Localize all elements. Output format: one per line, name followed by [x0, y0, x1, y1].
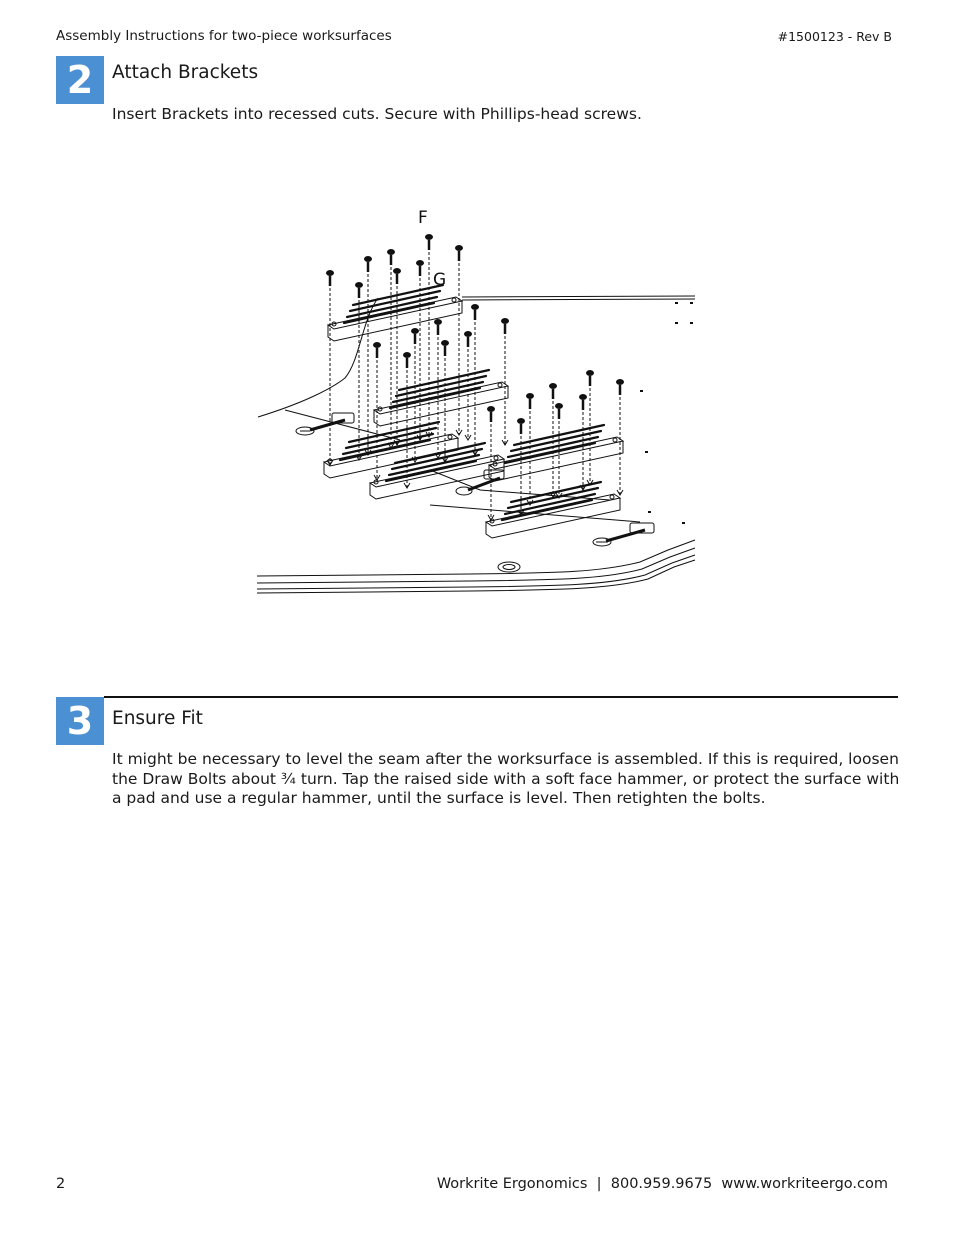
page-number: 2: [56, 1176, 66, 1192]
draw-bolt-left: [296, 413, 354, 435]
callout-g-label: G: [433, 270, 447, 290]
step-2-text: Insert Brackets into recessed cuts. Secure with Phillips-head screws.: [112, 105, 642, 123]
screw-icon: [327, 271, 334, 466]
screw-icon: [456, 246, 463, 436]
bracket: [328, 285, 462, 341]
draw-bolt-right: [593, 523, 654, 546]
footer-company: Workrite Ergonomics | 800.959.9675 www.workriteergo.com: [436, 1176, 888, 1192]
grommet-hole: [498, 562, 520, 572]
screw-icon: [527, 394, 534, 506]
header-title: Assembly Instructions for two-piece worksurfaces: [56, 28, 392, 44]
bracket-assembly-diagram: [250, 200, 710, 600]
screw-icon: [442, 341, 449, 463]
screw-icon: [426, 235, 433, 438]
screw-icon: [580, 395, 587, 491]
step-3-text: It might be necessary to level the seam after the worksurface is assembled. If this is required, loosen the Draw Bolts about ¾ turn. Tap the raised side with a soft face hammer, or protect the surface with a pad and use a regular hammer, until the surface is level. Then retighten the bolts.: [112, 750, 900, 807]
screw-icon: [388, 250, 395, 449]
callout-f-label: F: [418, 208, 428, 228]
section-divider: [104, 696, 898, 698]
screw-icon: [365, 257, 372, 456]
step-2-badge: 2: [56, 56, 104, 104]
bracket: [489, 425, 623, 481]
doc-number: #1500123 - Rev B: [777, 29, 892, 44]
bracket: [486, 482, 620, 538]
step-3-title: Ensure Fit: [112, 708, 203, 729]
screw-icon: [417, 261, 424, 441]
step-3-badge: 3: [56, 697, 104, 745]
bracket: [374, 370, 508, 426]
screw-icon: [502, 319, 509, 446]
step-2-title: Attach Brackets: [112, 62, 259, 83]
